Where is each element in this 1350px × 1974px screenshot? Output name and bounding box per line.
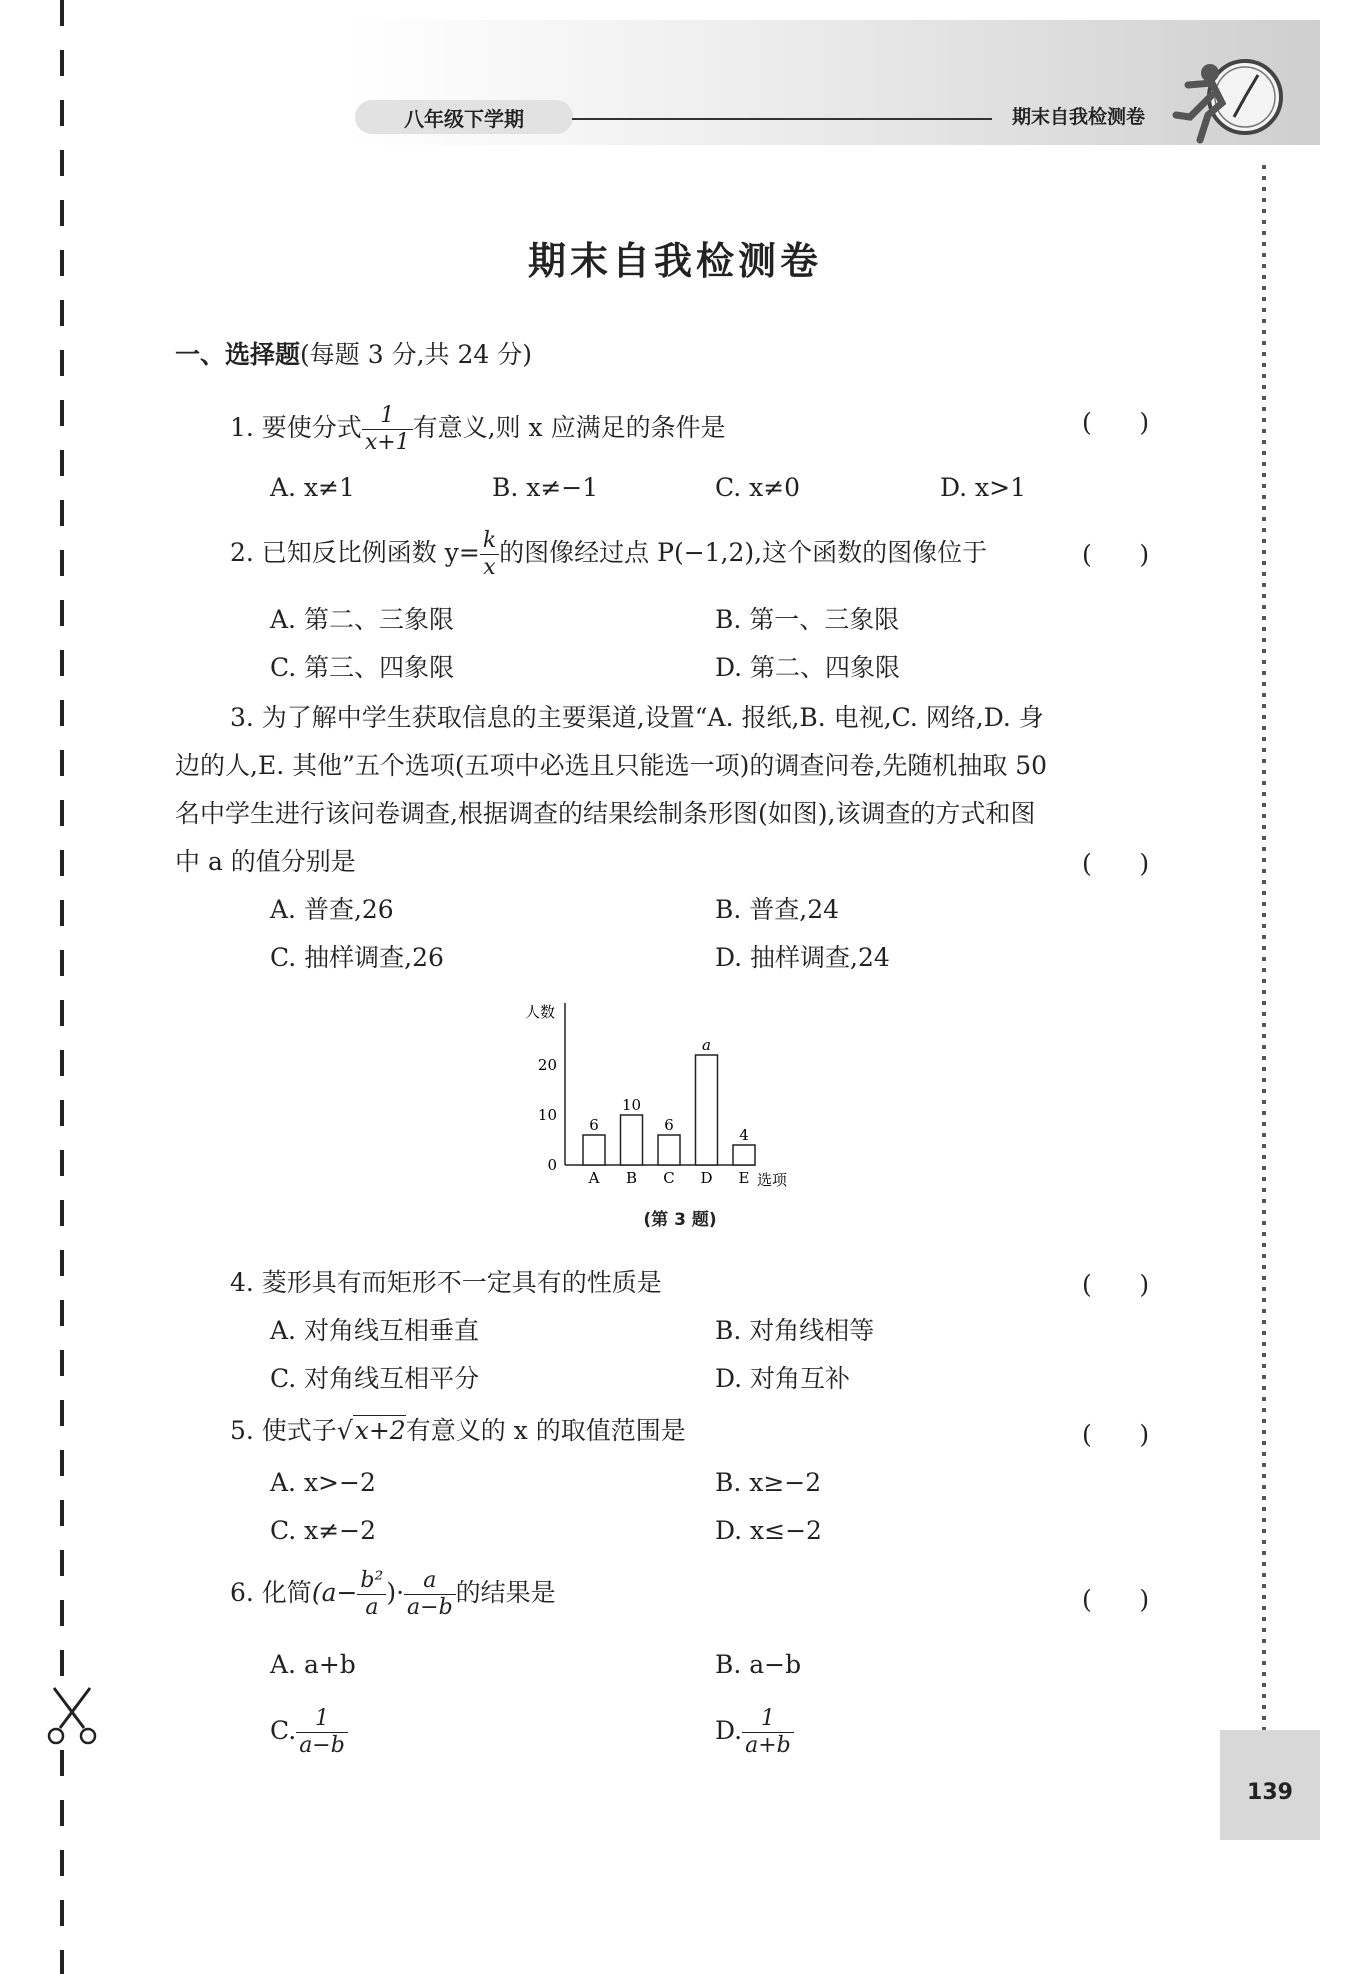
answer-blank[interactable]: ( ) <box>1082 1270 1150 1299</box>
header-rule <box>572 118 992 120</box>
option-c: C. 第三、四象限 <box>270 653 455 682</box>
x-tick-label: B <box>625 1169 638 1187</box>
option-a: A. 第二、三象限 <box>270 605 454 634</box>
option-d: D. x>1 <box>940 473 1026 502</box>
answer-blank[interactable]: ( ) <box>1082 1420 1150 1449</box>
fraction: $\frac{a}{a-b}$ <box>404 1570 456 1619</box>
answer-blank[interactable]: ( ) <box>1082 408 1150 437</box>
x-axis-label: 选项 <box>757 1171 788 1189</box>
question-1: 1. 要使分式 $\frac{1}{x+1}$ 有意义,则 x 应满足的条件是 <box>230 403 726 455</box>
option-d: D. 对角互补 <box>715 1364 851 1393</box>
y-tick-label: 10 <box>537 1106 557 1124</box>
option-d: D. x≤−2 <box>715 1516 822 1545</box>
x-tick-label: C <box>663 1169 675 1187</box>
option-c: C. x≠0 <box>715 473 801 502</box>
option-a: A. 普查,26 <box>270 895 394 924</box>
option-a: A. 对角线互相垂直 <box>270 1316 479 1345</box>
option-c: C. 抽样调查,26 <box>270 943 444 972</box>
option-b: B. 对角线相等 <box>715 1316 875 1345</box>
question-4: 4. 菱形具有而矩形不一定具有的性质是 <box>230 1268 662 1297</box>
bar-chart <box>500 995 840 1195</box>
answer-blank[interactable]: ( ) <box>1082 540 1150 569</box>
compass-runner-icon <box>1150 45 1300 155</box>
grade-label: 八年级下学期 <box>355 100 573 134</box>
bar <box>658 1135 680 1165</box>
answer-blank[interactable]: ( ) <box>1082 1585 1150 1614</box>
cut-line <box>60 0 64 1974</box>
page-title: 期末自我检测卷 <box>527 239 822 283</box>
x-tick-label: D <box>700 1169 713 1187</box>
question-3-line-3: 名中学生进行该问卷调查,根据调查的结果绘制条形图(如图),该调查的方式和图 <box>175 799 1036 828</box>
y-tick-label: 20 <box>537 1056 557 1074</box>
fraction: $\frac{\text{b²}}{a}$ <box>357 1570 386 1619</box>
question-6: 6. 化简(a− $\frac{\text{b²}}{a}$ )· $\frac{a}{a-b}$ 的结果是 <box>230 1568 556 1620</box>
section-heading: 一、选择题(每题 3 分,共 24 分) <box>175 340 532 369</box>
option-a: A. x≠1 <box>270 473 355 502</box>
option-b: B. 第一、三象限 <box>715 605 900 634</box>
bar <box>621 1115 643 1165</box>
dotted-line <box>1262 165 1266 1735</box>
fraction: $\frac{1}{a+b}$ <box>742 1708 794 1757</box>
bar-data-label: a <box>702 1036 711 1054</box>
question-3-line-1: 3. 为了解中学生获取信息的主要渠道,设置“A. 报纸,B. 电视,C. 网络,D. 身 <box>230 703 1044 732</box>
option-a: A. a+b <box>270 1650 356 1679</box>
question-3-line-2: 边的人,E. 其他”五个选项(五项中必选且只能选一项)的调查问卷,先随机抽取 50 <box>175 751 1048 780</box>
bar-data-label: 10 <box>621 1096 642 1114</box>
option-c: C. 对角线互相平分 <box>270 1364 480 1393</box>
option-b: B. x≥−2 <box>715 1468 822 1497</box>
question-2: 2. 已知反比例函数 y= $\frac{k}{x}$ 的图像经过点 P(−1,2),这个函数的图像位于 <box>230 528 988 580</box>
page-number: 139 <box>1247 1780 1293 1805</box>
option-b: B. 普查,24 <box>715 895 840 924</box>
fraction: $\frac{1}{x+1}$ <box>362 405 413 454</box>
question-3-line-4: 中 a 的值分别是 <box>175 847 356 876</box>
bar-data-label: 4 <box>739 1126 749 1144</box>
question-5: 5. 使式子√x+2有意义的 x 的取值范围是 <box>230 1416 686 1445</box>
scissors-icon <box>42 1680 102 1750</box>
option-b: B. a−b <box>715 1650 802 1679</box>
bar <box>733 1145 755 1165</box>
option-d: D. 抽样调查,24 <box>715 943 890 972</box>
option-c: C. x≠−2 <box>270 1516 377 1545</box>
section-label: 期末自我检测卷 <box>1012 106 1146 128</box>
option-b: B. x≠−1 <box>492 473 599 502</box>
chart-caption: (第 3 题) <box>643 1210 717 1230</box>
answer-blank[interactable]: ( ) <box>1082 849 1150 878</box>
bar-data-label: 6 <box>664 1116 674 1134</box>
bar <box>583 1135 605 1165</box>
y-axis-label: 人数 <box>525 1003 556 1021</box>
option-d: D. $\frac{1}{a+b}$ <box>715 1708 794 1757</box>
x-tick-label: E <box>738 1169 750 1187</box>
sqrt-icon: √ <box>336 1416 353 1445</box>
fraction: $\frac{1}{a-b}$ <box>296 1708 348 1757</box>
fraction: $\frac{k}{x}$ <box>480 530 499 579</box>
y-tick-label: 0 <box>547 1156 557 1174</box>
option-d: D. 第二、四象限 <box>715 653 901 682</box>
bar-data-label: 6 <box>589 1116 599 1134</box>
bar <box>696 1055 718 1165</box>
chart-svg <box>500 995 840 1195</box>
x-tick-label: A <box>588 1169 600 1187</box>
option-a: A. x>−2 <box>270 1468 376 1497</box>
option-c: C. $\frac{1}{a-b}$ <box>270 1708 348 1757</box>
